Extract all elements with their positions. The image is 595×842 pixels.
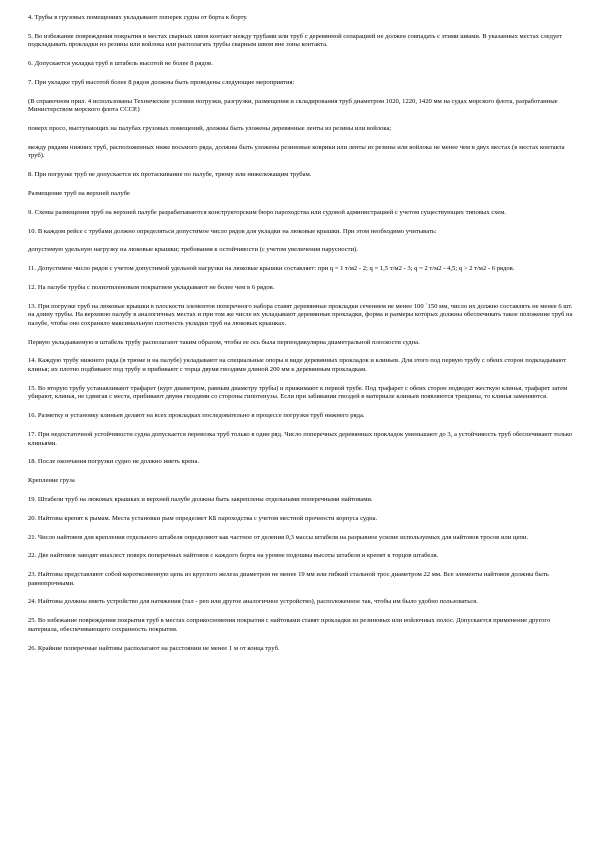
paragraph: допустимую удельную нагрузку на люковые крышки; требования к остойчивости (с учетом увеличения парусности). xyxy=(28,246,358,254)
paragraph: 15. Во вторую трубу устанавливают трафарет (курт диаметром, равным диаметру трубы) и прижимают к первой трубе. Под трафарет с обеих сторон подводят жесткую клинья, трафарет затем убирают, клинья, не сдвигая с места, прибивают двумя гвоздями со стороны гипотенузы. Если при забивании гвоздей в материале клиньев появляются трещины, то клинья заменяются. xyxy=(28,384,568,401)
paragraph: 24. Найтовы должны иметь устройство для натяжения (тал - реп или другое аналогичное устройство), расположенное так, чтобы им было удобно пользоваться. xyxy=(28,598,478,606)
paragraph: 10. В каждом рейсе с трубами должно определяться допустимое число рядов для укладки на люковые крышки. При этом необходимо учитывать: xyxy=(28,227,437,235)
paragraph: (В справочном прил. 4 использованы Технические условия погрузки, разгрузки, размещения и складирования труб диаметром 1020, 1220, 1420 мм на судах морского флота, разработанные Министерством морского флота СССР.) xyxy=(28,97,558,114)
paragraph: 5. Во избежание повреждения покрытия в местах сварных швов контакт между трубами или труб с деревянной сепарацией не должен совпадать с этими швами. В указанных местах следует подкладывать прокладки из резины или войлока или располагать трубы сварным швом вне зоны контакта. xyxy=(28,32,563,49)
paragraph: 12. На палубе трубы с полиэтиленовым покрытием укладывают не более чем в 6 рядов. xyxy=(28,283,275,291)
paragraph: 26. Крайние поперечные найтовы располагают на расстоянии не менее 1 м от конца труб. xyxy=(28,644,280,652)
paragraph: 17. При недостаточной устойчивости судна допускается перевозка труб только в один ряд. Число поперечных деревянных прокладок уменьшают до 3, а устойчивость труб обеспечивают только клиньями. xyxy=(28,431,573,447)
paragraph: 22. Две найтовов заводят внахлест поверх поперечных найтовов с каждого борта на уровне подошвы высоты штабеля и крепят к торцов штабеля. xyxy=(28,552,439,560)
section-heading: Крепление груза xyxy=(28,477,75,485)
paragraph: 21. Число найтовов для крепления отдельного штабеля определяют как частное от деления 0,3 массы штабеля на разрывное усилие используемых для найтовов тросов или цепи. xyxy=(28,533,529,541)
paragraph: 14. Каждую трубу нижнего ряда (в трюме и на палубе) укладывают на специальные опоры в виде деревянных прокладок и клиньев. Для этого под первую трубу с обеих сторон подкладывают клинья; их плотно подбивают под трубу и прибивают с торца двумя гвоздями длиной 200 мм к деревянным прокладкам. xyxy=(28,357,567,374)
paragraph: 8. При погрузке труб не допускается их протаскивание по палубе, трюму или нижележащим трубам. xyxy=(28,171,312,179)
paragraph: 20. Найтовы крепят к рымам. Места установки рым определяет КБ пароходства с учетом местной прочности корпуса судна. xyxy=(28,514,378,522)
paragraph: 6. Допускается укладка труб в штабель высотой не более 8 рядов. xyxy=(28,60,213,68)
paragraph: 7. При укладке труб высотой более 8 рядов должны быть проведены следующие мероприятия: xyxy=(28,78,295,86)
section-heading: Размещение труб на верхней палубе xyxy=(28,190,130,198)
paragraph: поверх просо, выступающих на палубах грузовых помещений, должны быть уложены деревянные ленты из резины или войлока; xyxy=(28,125,392,133)
paragraph: 25. Во избежание повреждения покрытия труб в местах соприкосновения покрытия с найтовами ставят прокладки из резиновых или войлочных полос. Допускается применение другого материала, обеспечивающего сохранность покрытия. xyxy=(28,617,551,633)
paragraph: 11. Допустимое число рядов с учетом допустимой удельной нагрузки на люковые крышки составляет: при q = 1 т/м2 - 2; q = 1,5 т/м2 - 3; q = 2 т/м2 - 4,5; q > 2 т/м2 - 6 рядов. xyxy=(28,265,515,273)
paragraph: Первую укладываемую в штабель трубу располагают таким образом, чтобы ее ось была перпендикулярна диаметральной плоскости судна. xyxy=(28,338,420,346)
paragraph: 9. Схемы размещения труб на верхней палубе разрабатываются конструкторским бюро пароходства или судовой администрацией с учетом существующих типовых схем. xyxy=(28,208,507,216)
document-body xyxy=(28,14,573,653)
paragraph: 13. При погрузке труб на люковые крышки в плоскости элементов поперечного набора ставят деревянные прокладки сечением не менее 100 ´150 мм, число их должно составлять не менее 6 шт. на длину трубы. На верхнюю палубу в аналогичных местах и при том же числе их укладывают деревянные прокладки, форма и размеры которых должны обеспечивать такое положение труб на палубе, чтобы оно сохраняло максимальную плотность укладки труб на люковых крышках. xyxy=(28,302,573,327)
paragraph: 16. Разметку и установку клиньев делают на всех прокладках последовательно в процессе погрузки труб нижнего ряда. xyxy=(28,412,365,420)
paragraph: 4. Трубы в грузовых помещениях укладывают поперек судна от борта к борту. xyxy=(28,14,248,21)
paragraph: 18. После окончания погрузки судно не должно иметь крена. xyxy=(28,458,200,466)
paragraph: между рядами нижних труб, расположенных ниже восьмого ряда, должны быть уложены резиновые коврики или ленты из резины или войлока не менее чем в двух местах (в местах контакта труб). xyxy=(28,143,565,160)
paragraph: 23. Найтовы представляют собой короткозвенную цепь из круглого железа диаметром не менее 19 мм или гибкий стальной трос диаметром 22 мм. Все элементы найтовов должны быть равнопрочными. xyxy=(28,571,549,587)
paragraph: 19. Штабели труб на люковых крышках и верхней палубе должны быть закреплены отдельными поперечными найтовами. xyxy=(28,495,373,503)
